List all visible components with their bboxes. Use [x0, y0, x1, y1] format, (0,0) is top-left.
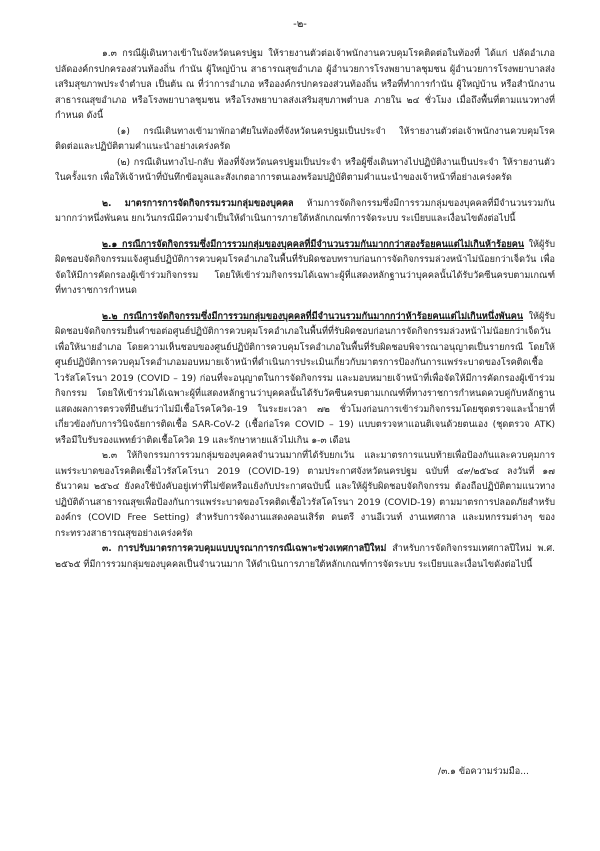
paragraph-2-2: [55, 310, 555, 450]
paragraph-1-3: ๑.๓ กรณีผู้เดินทางเข้าในจังหวัดนครปฐม ให้รายงานตัวต่อเจ้าพนักงานควบคุมโรคติดต่อในท้องที่ ได้แก่ ปลัดอำเภอ ปลัดองค์กรปกครองส่วนท้องถิ่น กำนัน ผู้ใหญ่บ้าน สาธารณสุขอำเภอ ผู้อำนวยการโรงพยาบาลชุมชน ผู้อำนวยการโรงพยาบาลส่งเสริมสุขภาพประจำตำบล เป็นต้น ณ ที่ว่าการอำเภอ หรือองค์กรปกครองส่วนท้องถิ่น หรือที่ทำการกำนัน ผู้ใหญ่บ้าน หรือสำนักงานสาธารณสุขอำเภอ หรือโรงพยาบาลชุมชน หรือโรงพยาบาลส่งเสริมสุขภาพตำบล ภายใน ๒๔ ชั่วโมง เมื่อถึงพื้นที่ตามแนวทางที่กำหนด ดังนี้: [55, 49, 555, 121]
document-body: [55, 47, 555, 573]
paragraph-2-3: ๒.๓ ให้กิจกรรมการรวมกลุ่มของบุคคลจำนวนมากที่ได้รับยกเว้น และมาตรการแนบท้ายเพื่อป้องกันและควบคุมการแพร่ระบาดของโรคติดเชื้อไวรัสโคโรนา 2019 (COVID-19) ตามประกาศจังหวัดนครปฐม ฉบับที่ ๔๙/๒๕๖๔ ลงวันที่ ๑๗ ธันวาคม ๒๕๖๔ ยังคงใช้บังคับอยู่เท่าที่ไม่ขัดหรือแย้งกับประกาศฉบับนี้ และให้ผู้รับผิดชอบจัดกิจกรรม ต้องถือปฏิบัติตามแนวทางปฏิบัติด้านสาธารณสุขเพื่อป้องกันการแพร่ระบาดของโรคติดเชื้อไวรัสโคโรนา 2019 (COVID-19) ตามมาตรการปลอดภัยสำหรับองค์กร (COVID Free Setting) สำหรับการจัดงานแสดงคอนเสิร์ต ดนตรี งานอีเวนท์ งานเทศกาล และมหกรรมต่างๆ ของกระทรวงสาธารณสุขอย่างเคร่งครัด: [55, 451, 555, 539]
continuation-reference: /๓.๑ ข้อความร่วมมือ...: [438, 767, 529, 777]
section-2-heading: ๒. มาตรการการจัดกิจกรรมรวมกลุ่มของบุคคล: [102, 198, 294, 209]
paragraph-1-3-1: (๑) กรณีเดินทางเข้ามาพักอาศัยในท้องที่จังหวัดนครปฐมเป็นประจำ ให้รายงานตัวต่อเจ้าพนักงานควบคุมโรคติดต่อและปฏิบัติตามคำแนะนำอย่างเคร่งครัด: [55, 126, 555, 152]
section-2-2-text: ให้ผู้รับผิดชอบจัดกิจกรรมยื่นคำขอต่อศูนย์ปฏิบัติการควบคุมโรคอำเภอในพื้นที่ที่รับผิดชอบก่อนการจัดกิจกรรมล่วงหน้าไม่น้อยกว่าเจ็ดวัน เพื่อให้นายอำเภอ โดยความเห็นชอบของศูนย์ปฏิบัติการควบคุมโรคอำเภอในพื้นที่รับผิดชอบพิจารณาอนุญาตเป็นรายกรณี โดยให้ศูนย์ปฏิบัติการควบคุมโรคอำเภอมอบหมายเจ้าหน้าที่ดำเนินการประเมินเกี่ยวกับมาตรการป้องกันการแพร่ระบาดของโรคติดเชื้อไวรัสโคโรนา 2019 (COVID – 19) ก่อนที่จะอนุญาตในการจัดกิจกรรม และมอบหมายเจ้าหน้าที่เพื่อจัดให้มีการคัดกรองผู้เข้าร่วมกิจกรรม โดยให้เข้าร่วมได้เฉพาะผู้ที่แสดงหลักฐานว่าบุคคลนั้นได้รับวัคซีนครบตามเกณฑ์ที่ทางราชการกำหนดควบคู่กับหลักฐานแสดงผลการตรวจที่ยืนยันว่าไม่มีเชื้อโรคโควิด-19 ในระยะเวลา ๗๒ ชั่วโมงก่อนการเข้าร่วมกิจกรรมโดยชุดตรวจและน้ำยาที่เกี่ยวข้องกับการวินิจฉัยการติดเชื้อ SAR-CoV-2 (เชื้อก่อโรค COVID – 19) แบบตรวจหาแอนติเจนด้วยตนเอง (ชุดตรวจ ATK) หรือมีใบรับรองแพทย์ว่าติดเชื้อโควิด 19 และรักษาหายแล้วไม่เกิน ๑-๓ เดือน: [55, 311, 555, 446]
paragraph-1-3-2: (๒) กรณีเดินทางไป-กลับ ท้องที่จังหวัดนครปฐมเป็นประจำ หรือผู้ซึ่งเดินทางไปปฏิบัติงานเป็นประจำ ให้รายงานตัวในครั้งแรก เพื่อให้เจ้าหน้าที่บันทึกข้อมูลและสังเกตอาการตนเองพร้อมปฏิบัติตามคำแนะนำของเจ้าหน้าที่อย่างเคร่งครัด: [55, 157, 555, 183]
paragraph-section-2: [55, 197, 555, 228]
section-2-1-heading: ๒.๑ กรณีการจัดกิจกรรมซึ่งมีการรวมกลุ่มของบุคคลที่มีจำนวนรวมกันมากกว่าสองร้อยคนแต่ไม่เกินห้าร้อยคน: [102, 239, 525, 250]
section-3-heading: ๓. การปรับมาตรการควบคุมแบบบูรณาการกรณีเฉพาะช่วงเทศกาลปีใหม่: [102, 544, 387, 554]
section-3-text: สำหรับการจัดกิจกรรมเทศกาลปีใหม่ พ.ศ. ๒๕๖๕ ที่มีการรวมกลุ่มของบุคคลเป็นจำนวนมาก ให้ดำเนินการภายใต้หลักเกณฑ์การจัดระบบ ระเบียบและเงื่อนไขดังต่อไปนี้: [55, 544, 556, 570]
page-number: -๒-: [293, 19, 307, 30]
paragraph-section-3: [55, 542, 555, 573]
section-2-2-heading: ๒.๒ กรณีการจัดกิจกรรมซึ่งมีการรวมกลุ่มของบุคคลที่มีจำนวนรวมกันมากกว่าห้าร้อยคนแต่ไม่เกินหนึ่งพันคน: [102, 311, 524, 322]
paragraph-2-1: [55, 238, 555, 300]
section-2-1-text: ให้ผู้รับผิดชอบจัดกิจกรรมแจ้งศูนย์ปฏิบัติการควบคุมโรคอำเภอในพื้นที่รับผิดชอบทราบก่อนการจัดกิจกรรมล่วงหน้าไม่น้อยกว่าเจ็ดวัน เพื่อจัดให้มีการคัดกรองผู้เข้าร่วมกิจกรรม โดยให้เข้าร่วมกิจกรรมได้เฉพาะผู้ที่แสดงหลักฐานว่าบุคคลนั้นได้รับวัคซีนครบตามเกณฑ์ที่ทางราชการกำหนด: [55, 239, 555, 296]
section-2-text: ห้ามการจัดกิจกรรมซึ่งมีการรวมกลุ่มของบุคคลที่มีจำนวนรวมกันมากกว่าหนึ่งพันคน ยกเว้นกรณีมีความจำเป็นให้ดำเนินการภายใต้หลักเกณฑ์การจัดระบบ ระเบียบและเงื่อนไขดังต่อไปนี้: [55, 198, 555, 224]
